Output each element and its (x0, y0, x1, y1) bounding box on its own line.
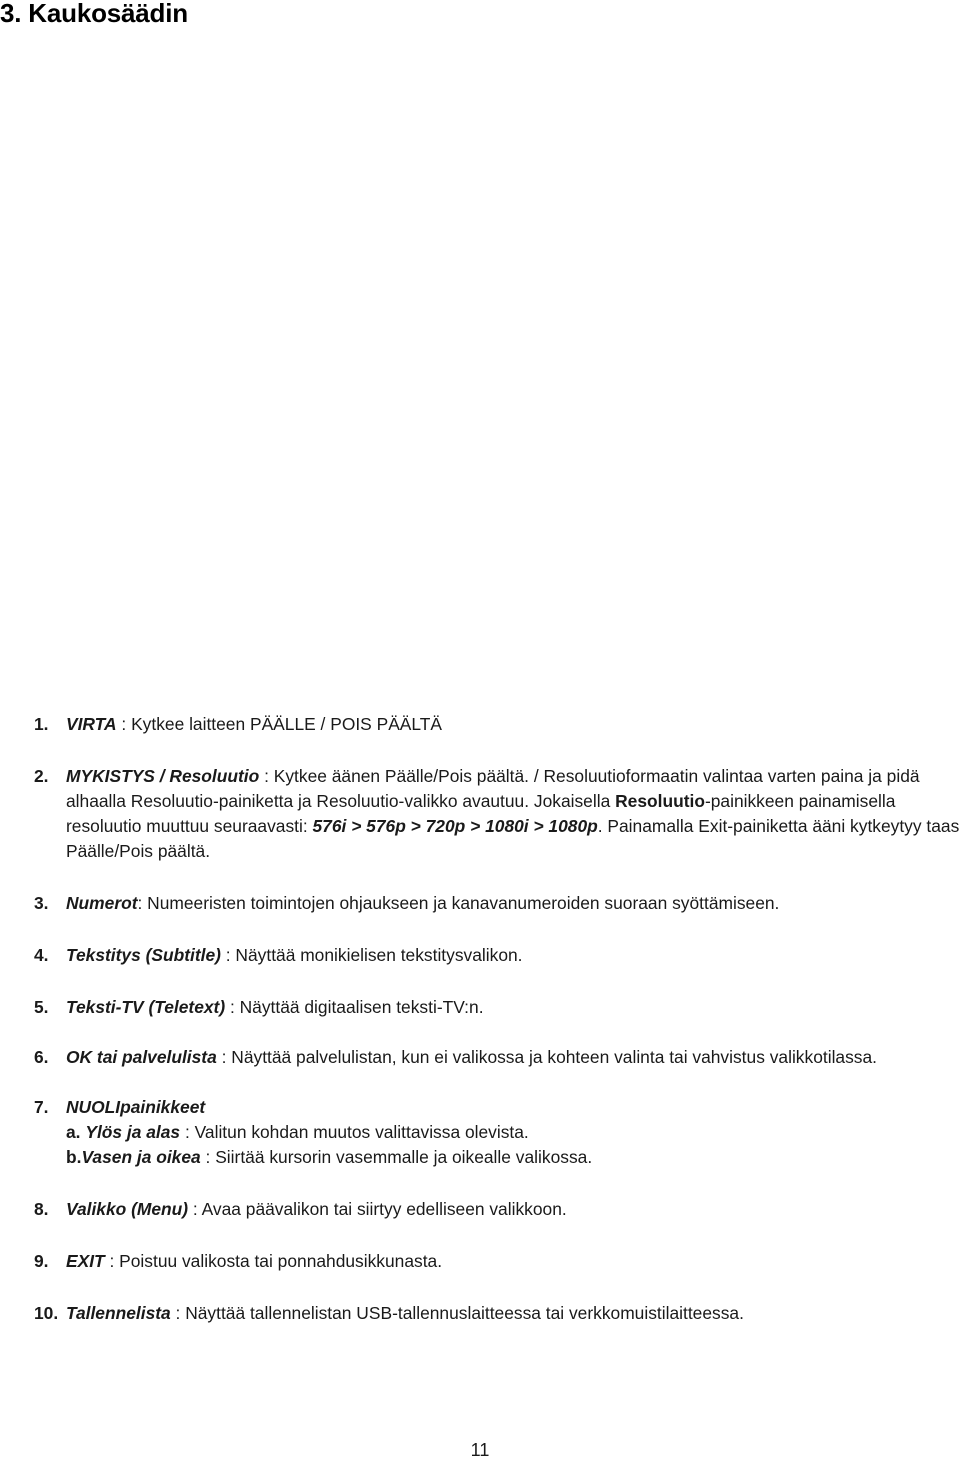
sub-item-b (66, 1145, 960, 1170)
item-key: Valikko (Menu) (66, 1199, 189, 1219)
item-text: : Kytkee laitteen PÄÄLLE / POIS PÄÄLTÄ (116, 714, 443, 734)
list-item-10 (34, 1301, 960, 1326)
item-key: OK tai palvelulista (66, 1047, 217, 1067)
item-key: EXIT (66, 1251, 105, 1271)
list-item-1 (34, 712, 960, 737)
item-text: : Näyttää palvelulistan, kun ei valikossa ja kohteen valinta tai vahvistus valikkotilassa. (216, 1047, 877, 1067)
item-key: MYKISTYS / Resoluutio (66, 766, 260, 786)
item-number: 4. (34, 945, 49, 965)
item-key: VIRTA (66, 714, 117, 734)
list-item-6 (34, 1047, 960, 1068)
sub-item-text: : Valitun kohdan muutos valittavissa olevista. (180, 1122, 529, 1142)
item-number: 6. (34, 1047, 49, 1067)
sub-item-label: a. (66, 1122, 81, 1142)
list-item-2 (34, 764, 960, 864)
list-item-3 (34, 891, 960, 916)
item-key: Numerot (66, 893, 138, 913)
sub-item-key: Vasen ja oikea (81, 1147, 201, 1167)
item-text: : Poistuu valikosta tai ponnahdusikkunasta. (104, 1251, 443, 1271)
list-item-9 (34, 1249, 960, 1274)
item-text: : Avaa päävalikon tai siirtyy edelliseen valikkoon. (188, 1199, 567, 1219)
item-text: : Numeeristen toimintojen ohjaukseen ja kanavanumeroiden suoraan syöttämiseen. (137, 893, 780, 913)
item-key: NUOLIpainikkeet (66, 1097, 206, 1117)
item-bold-word: Resoluutio (615, 791, 705, 811)
item-number: 7. (34, 1097, 49, 1117)
sub-item-text: : Siirtää kursorin vasemmalle ja oikealle valikossa. (200, 1147, 593, 1167)
item-number: 1. (34, 714, 49, 734)
item-text: : Näyttää digitaalisen teksti-TV:n. (225, 997, 484, 1017)
item-text: : Näyttää monikielisen tekstitysvalikon. (220, 945, 523, 965)
item-key: Tekstitys (Subtitle) (66, 945, 221, 965)
item-number: 2. (34, 766, 49, 786)
list-item-8 (34, 1197, 960, 1222)
item-text: . Painamalla Exit-painiketta ääni kytkeytyy taas Päälle/Pois päältä. (66, 816, 960, 861)
page-number: 11 (470, 1440, 490, 1460)
item-key: Teksti-TV (Teletext) (66, 997, 226, 1017)
item-text: -painikkeen painamisella resoluutio muuttuu seuraavasti: (66, 791, 896, 836)
sub-item-a (66, 1120, 960, 1145)
item-number: 8. (34, 1199, 49, 1219)
item-key: Tallennelista (66, 1303, 171, 1323)
list-item-7 (34, 1095, 960, 1170)
item-number: 10. (34, 1303, 59, 1323)
list-item-4 (34, 943, 960, 968)
sub-item-key: Ylös ja alas (85, 1122, 181, 1142)
item-number: 3. (34, 893, 49, 913)
page-title: 3. Kaukosäädin (0, 0, 188, 28)
list-item-5 (34, 995, 960, 1020)
resolution-sequence: 576i > 576p > 720p > 1080i > 1080p (312, 816, 598, 836)
item-text: : Näyttää tallennelistan USB-tallennuslaitteessa tai verkkomuistilaitteessa. (170, 1303, 744, 1323)
item-number: 9. (34, 1251, 49, 1271)
sub-item-label: b. (66, 1147, 82, 1167)
button-description-list (34, 712, 960, 1326)
item-number: 5. (34, 997, 49, 1017)
item-text: : Kytkee äänen Päälle/Pois päältä. / Resoluutioformaatin valintaa varten paina ja pidä alhaalla Resoluutio-painiketta ja Resoluutio-valikko avautuu. Jokaisella (66, 766, 920, 811)
